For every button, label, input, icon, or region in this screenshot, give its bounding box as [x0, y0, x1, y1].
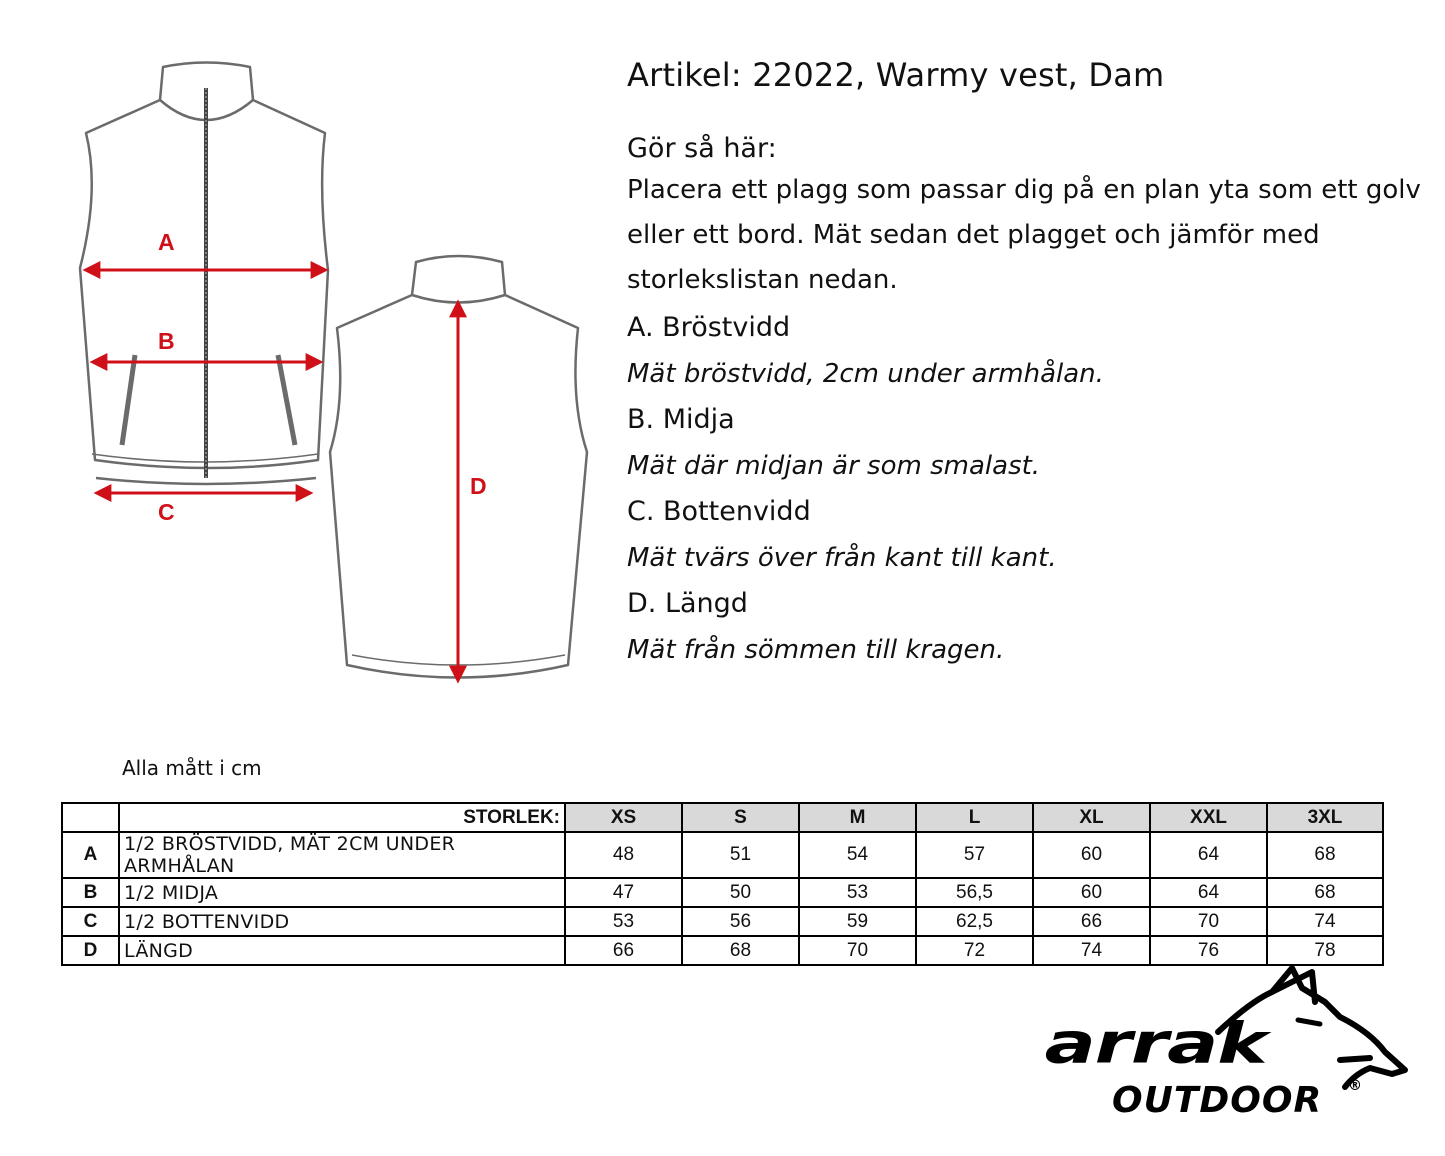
- cell-value: 76: [1150, 936, 1267, 965]
- row-key: A: [62, 832, 119, 878]
- label-b: B: [158, 328, 175, 354]
- measure-b-desc: Mät där midjan är som smalast.: [627, 451, 1041, 481]
- label-d: D: [470, 473, 487, 499]
- cell-value: 74: [1033, 936, 1150, 965]
- row-description: 1/2 BRÖSTVIDD, MÄT 2CM UNDER ARMHÅLAN: [119, 832, 565, 878]
- vest-front-drawing: [80, 63, 328, 485]
- header-size-xs: XS: [565, 803, 682, 832]
- cell-value: 68: [682, 936, 799, 965]
- measure-b-label: B. Midja: [627, 404, 735, 435]
- header-size-label: STORLEK:: [119, 803, 565, 832]
- cell-value: 70: [1150, 907, 1267, 936]
- cell-value: 48: [565, 832, 682, 878]
- header-size-s: S: [682, 803, 799, 832]
- cell-value: 54: [799, 832, 916, 878]
- row-description: LÄNGD: [119, 936, 565, 965]
- header-corner: [62, 803, 119, 832]
- measure-c-label: C. Bottenvidd: [627, 496, 811, 527]
- cell-value: 70: [799, 936, 916, 965]
- cell-value: 53: [565, 907, 682, 936]
- logo-svg: [1040, 962, 1415, 1122]
- cell-value: 57: [916, 832, 1033, 878]
- measure-c-desc: Mät tvärs över från kant till kant.: [627, 543, 1057, 573]
- howto-body: Placera ett plagg som passar dig på en plan yta som ett golv eller ett bord. Mät sedan det plagget och jämför med storlekslistan nedan.: [627, 175, 1421, 295]
- logo-subline: OUTDOOR: [1112, 1080, 1323, 1121]
- header-size-3xl: 3XL: [1267, 803, 1383, 832]
- measure-d-label: D. Längd: [627, 588, 748, 619]
- measure-d-desc: Mät från sömmen till kragen.: [627, 635, 1005, 665]
- logo-wordmark: arrak: [1044, 1010, 1267, 1076]
- units-note: Alla mått i cm: [122, 756, 262, 780]
- row-key: C: [62, 907, 119, 936]
- vest-measurement-diagram: [0, 0, 620, 720]
- cell-value: 62,5: [916, 907, 1033, 936]
- cell-value: 66: [565, 936, 682, 965]
- table-row: [62, 936, 1383, 965]
- article-title: Artikel: 22022, Warmy vest, Dam: [627, 56, 1165, 94]
- cell-value: 64: [1150, 832, 1267, 878]
- cell-value: 66: [1033, 907, 1150, 936]
- row-key: B: [62, 878, 119, 907]
- header-size-l: L: [916, 803, 1033, 832]
- vest-diagram-svg: [0, 0, 620, 720]
- instructions-panel: [627, 52, 1427, 673]
- measure-a-desc: Mät bröstvidd, 2cm under armhålan.: [627, 359, 1104, 389]
- cell-value: 47: [565, 878, 682, 907]
- header-size-xl: XL: [1033, 803, 1150, 832]
- size-chart-table: [61, 802, 1384, 966]
- cell-value: 68: [1267, 832, 1383, 878]
- cell-value: 60: [1033, 832, 1150, 878]
- cell-value: 60: [1033, 878, 1150, 907]
- howto-heading: Gör så här:: [627, 133, 777, 164]
- row-description: 1/2 BOTTENVIDD: [119, 907, 565, 936]
- measure-a-label: A. Bröstvidd: [627, 312, 791, 343]
- cell-value: 74: [1267, 907, 1383, 936]
- cell-value: 51: [682, 832, 799, 878]
- cell-value: 64: [1150, 878, 1267, 907]
- cell-value: 53: [799, 878, 916, 907]
- label-c: C: [158, 499, 175, 525]
- cell-value: 72: [916, 936, 1033, 965]
- header-size-m: M: [799, 803, 916, 832]
- table-header-row: [62, 803, 1383, 832]
- logo-registered: ®: [1348, 1078, 1362, 1094]
- cell-value: 50: [682, 878, 799, 907]
- cell-value: 68: [1267, 878, 1383, 907]
- arrak-outdoor-logo: [1040, 962, 1415, 1122]
- cell-value: 59: [799, 907, 916, 936]
- cell-value: 56: [682, 907, 799, 936]
- row-description: 1/2 MIDJA: [119, 878, 565, 907]
- table-row: [62, 907, 1383, 936]
- cell-value: 78: [1267, 936, 1383, 965]
- label-a: A: [158, 229, 175, 255]
- row-key: D: [62, 936, 119, 965]
- header-size-xxl: XXL: [1150, 803, 1267, 832]
- table-row: [62, 878, 1383, 907]
- cell-value: 56,5: [916, 878, 1033, 907]
- table-row: [62, 832, 1383, 878]
